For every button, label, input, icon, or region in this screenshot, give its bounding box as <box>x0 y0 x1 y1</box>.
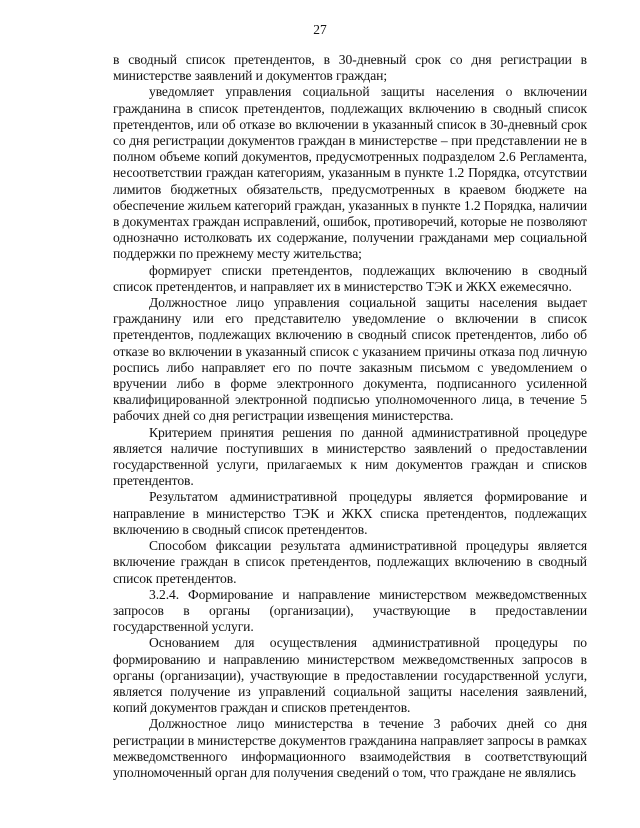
document-body <box>113 52 587 781</box>
paragraph-2: уведомляет управления социальной защиты населения о включении гражданина в список претендентов, подлежащих включению в сводный список претендентов, или об отказе во включении в указанный список в 30-дневный срок со дня регистрации документов граждан в министерстве – при представлении не в полном объеме копий документов, предусмотренных подразделом 2.6 Регламента, несоответствии граждан категориям, указанным в пункте 1.2 Порядка, отсутствии лимитов бюджетных обязательств, предусмотренных в краевом бюджете на обеспечение жильем категорий граждан, указанных в пункте 1.2 Порядка, наличии в документах граждан исправлений, ошибок, противоречий, которые не позволяют однозначно истолковать их содержание, получении гражданами мер социальной поддержки по прежнему месту жительства; <box>113 84 587 262</box>
paragraph-6: Результатом административной процедуры является формирование и направление в министерство ТЭК и ЖКХ списка претендентов, подлежащих включению в сводный список претендентов. <box>113 489 587 537</box>
paragraph-3: формирует списки претендентов, подлежащих включению в сводный список претендентов, и направляет их в министерство ТЭК и ЖКХ ежемесячно. <box>113 262 587 294</box>
paragraph-10: Должностное лицо министерства в течение 3 рабочих дней со дня регистрации в министерстве документов гражданина направляет запросы в рамках межведомственного информационного взаимодействия в соответствующий уполномоченный орган для получения сведений о том, что граждане не являлись <box>113 716 587 780</box>
paragraph-4: Должностное лицо управления социальной защиты населения выдает гражданину или его представителю уведомление о включении в список претендентов, подлежащих включению в сводный список претендентов, либо об отказе во включении в указанный список с указанием причины отказа под личную роспись либо направляет его по почте заказным письмом с уведомлением о вручении либо в форме электронного документа, подписанного усиленной квалифицированной электронной подписью уполномоченного лица, в течение 5 рабочих дней со дня регистрации извещения министерства. <box>113 295 587 424</box>
paragraph-7: Способом фиксации результата административной процедуры является включение граждан в список претендентов, подлежащих включению в сводный список претендентов. <box>113 538 587 586</box>
paragraph-5: Критерием принятия решения по данной административной процедуре является наличие поступивших в министерство заявлений о предоставлении государственной услуги, прилагаемых к ним документов граждан и списков претендентов. <box>113 424 587 489</box>
section-heading-3-2-4: 3.2.4. Формирование и направление министерством межведомственных запросов в органы (организации), участвующие в предоставлении государственной услуги. <box>113 586 587 635</box>
paragraph-1: в сводный список претендентов, в 30-дневный срок со дня регистрации в министерстве заявлений и документов граждан; <box>113 52 587 84</box>
page-number: 27 <box>313 22 327 37</box>
paragraph-9: Основанием для осуществления административной процедуры по формированию и направлению министерством межведомственных запросов в органы (организации), участвующие в предоставлении государственной услуги, является получение из управлений социальной защиты населения заявлений, копий документов граждан и списков претендентов. <box>113 635 587 716</box>
